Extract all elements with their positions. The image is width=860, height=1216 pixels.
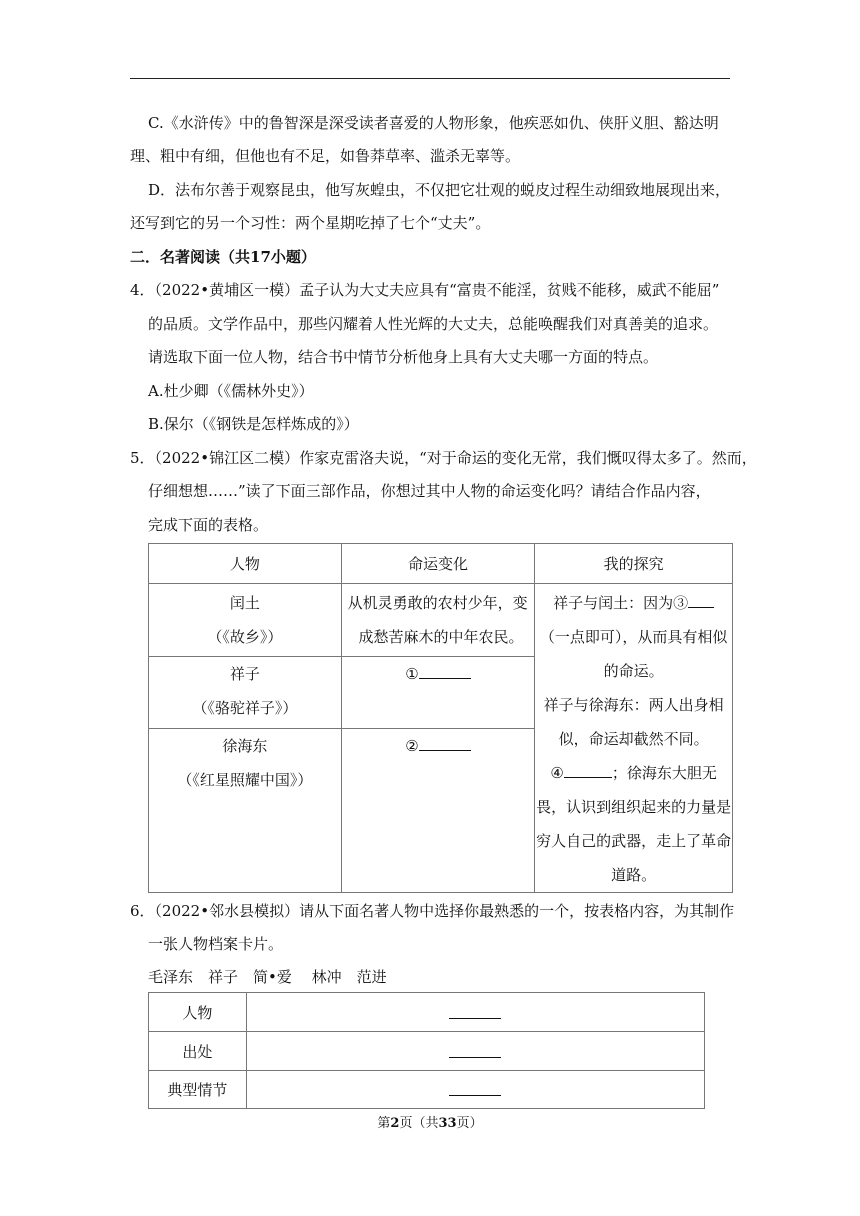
q4-line1: 4．（2022•黄埔区一模）孟子认为大丈夫应具有“富贵不能淫，贫贱不能移，威武不能屈”	[130, 281, 720, 299]
answer-blank-1[interactable]	[419, 662, 471, 679]
row-runtu-change	[341, 584, 535, 657]
explore-line: 道路。	[611, 866, 657, 884]
change-marker-2: ②	[405, 737, 419, 756]
choice-d-line2: 还写到它的另一个习性：两个星期吃掉了七个“丈夫”。	[130, 214, 491, 232]
character-book: （《故乡》）	[207, 627, 283, 646]
row-xuhaidong-change	[341, 729, 535, 893]
footer-page-number: 2	[390, 1116, 400, 1131]
character-book: （《骆驼祥子》）	[192, 698, 298, 717]
q6-line1: 6．（2022•邻水县模拟）请从下面名著人物中选择你最熟悉的一个，按表格内容，为其制作	[130, 902, 735, 920]
explore-marker-4: ④	[550, 764, 564, 782]
change-line: 从机灵勇敢的农村少年，变	[347, 593, 528, 612]
answer-blank-3[interactable]	[688, 591, 714, 608]
explore-line: ；徐海东大胆无	[611, 764, 717, 782]
profile-value-typical-plot[interactable]	[246, 1071, 704, 1109]
q4-option-b: B.保尔（《钢铁是怎样炼成的》）	[148, 415, 359, 433]
profile-label-character: 人物	[149, 993, 247, 1032]
row-xiangzi-character	[149, 656, 342, 729]
profile-label-typical-plot: 典型情节	[149, 1071, 247, 1109]
page-footer	[0, 1112, 860, 1131]
explore-line: 穷人自己的武器，走上了革命	[536, 832, 732, 850]
header-rule	[130, 78, 730, 79]
section-heading: 二．名著阅读（共17小题）	[130, 248, 316, 266]
exploration-cell	[535, 584, 733, 893]
answer-blank-2[interactable]	[419, 734, 471, 751]
header-character: 人物	[149, 544, 342, 584]
q5-line2: 仔细想想……”读了下面三部作品，你想过其中人物的命运变化吗？请结合作品内容，	[148, 482, 711, 500]
character-book: （《红星照耀中国》）	[177, 771, 313, 790]
answer-blank-4[interactable]	[564, 761, 612, 778]
answer-blank[interactable]	[449, 1041, 501, 1058]
character-name: 祥子	[229, 664, 260, 683]
choice-c-line1: C.《水浒传》中的鲁智深是深受读者喜爱的人物形象，他疾恶如仇、侠肝义胆、豁达明	[148, 114, 719, 132]
answer-blank[interactable]	[449, 1002, 501, 1019]
explore-line: 畏，认识到组织起来的力量是	[536, 798, 732, 816]
change-marker-1: ①	[405, 664, 419, 683]
row-xiangzi-change	[341, 656, 535, 729]
row-xuhaidong-character	[149, 729, 342, 893]
profile-card-table	[148, 992, 705, 1109]
q5-line1: 5．（2022•锦江区二模）作家克雷洛夫说，“对于命运的变化无常，我们慨叹得太多了。然而，	[130, 449, 757, 467]
explore-line: 似，命运却截然不同。	[558, 730, 709, 748]
character-name: 徐海东	[222, 737, 268, 756]
fate-table	[148, 543, 733, 893]
row-runtu-character	[149, 584, 342, 657]
q4-option-a: A.杜少卿（《儒林外史》）	[148, 382, 314, 400]
profile-value-source[interactable]	[246, 1032, 704, 1071]
footer-total-pages: 33	[438, 1116, 457, 1131]
change-line: 成愁苦麻木的中年农民。	[358, 627, 524, 646]
q5-line3: 完成下面的表格。	[148, 516, 269, 534]
q6-character-names: 毛泽东 祥子 简•爱 林冲 范进	[148, 968, 387, 986]
q6-line2: 一张人物档案卡片。	[148, 935, 284, 953]
profile-label-source: 出处	[149, 1032, 247, 1071]
character-name: 闰土	[229, 593, 260, 612]
footer-suffix: 页）	[456, 1116, 483, 1131]
explore-line: 祥子与闰土：因为③	[553, 594, 689, 612]
choice-d-line1: D．法布尔善于观察昆虫，他写灰蝗虫，不仅把它壮观的蜕皮过程生动细致地展现出来，	[148, 181, 731, 199]
header-fate-change: 命运变化	[341, 544, 535, 584]
explore-line: （一点即可），从而具有相似	[539, 628, 728, 646]
q4-line3: 请选取下面一位人物，结合书中情节分析他身上具有大丈夫哪一方面的特点。	[148, 348, 659, 366]
explore-line: 的命运。	[603, 662, 664, 680]
footer-prefix: 第	[377, 1116, 391, 1131]
q4-line2: 的品质。文学作品中，那些闪耀着人性光辉的大丈夫，总能唤醒我们对真善美的追求。	[148, 315, 719, 333]
answer-blank[interactable]	[449, 1079, 501, 1096]
profile-value-character[interactable]	[246, 993, 704, 1032]
footer-middle: 页（共	[399, 1116, 439, 1131]
header-my-exploration: 我的探究	[535, 544, 733, 584]
choice-c-line2: 理、粗中有细，但他也有不足，如鲁莽草率、滥杀无辜等。	[130, 147, 521, 165]
explore-line: 祥子与徐海东：两人出身相	[543, 696, 724, 714]
